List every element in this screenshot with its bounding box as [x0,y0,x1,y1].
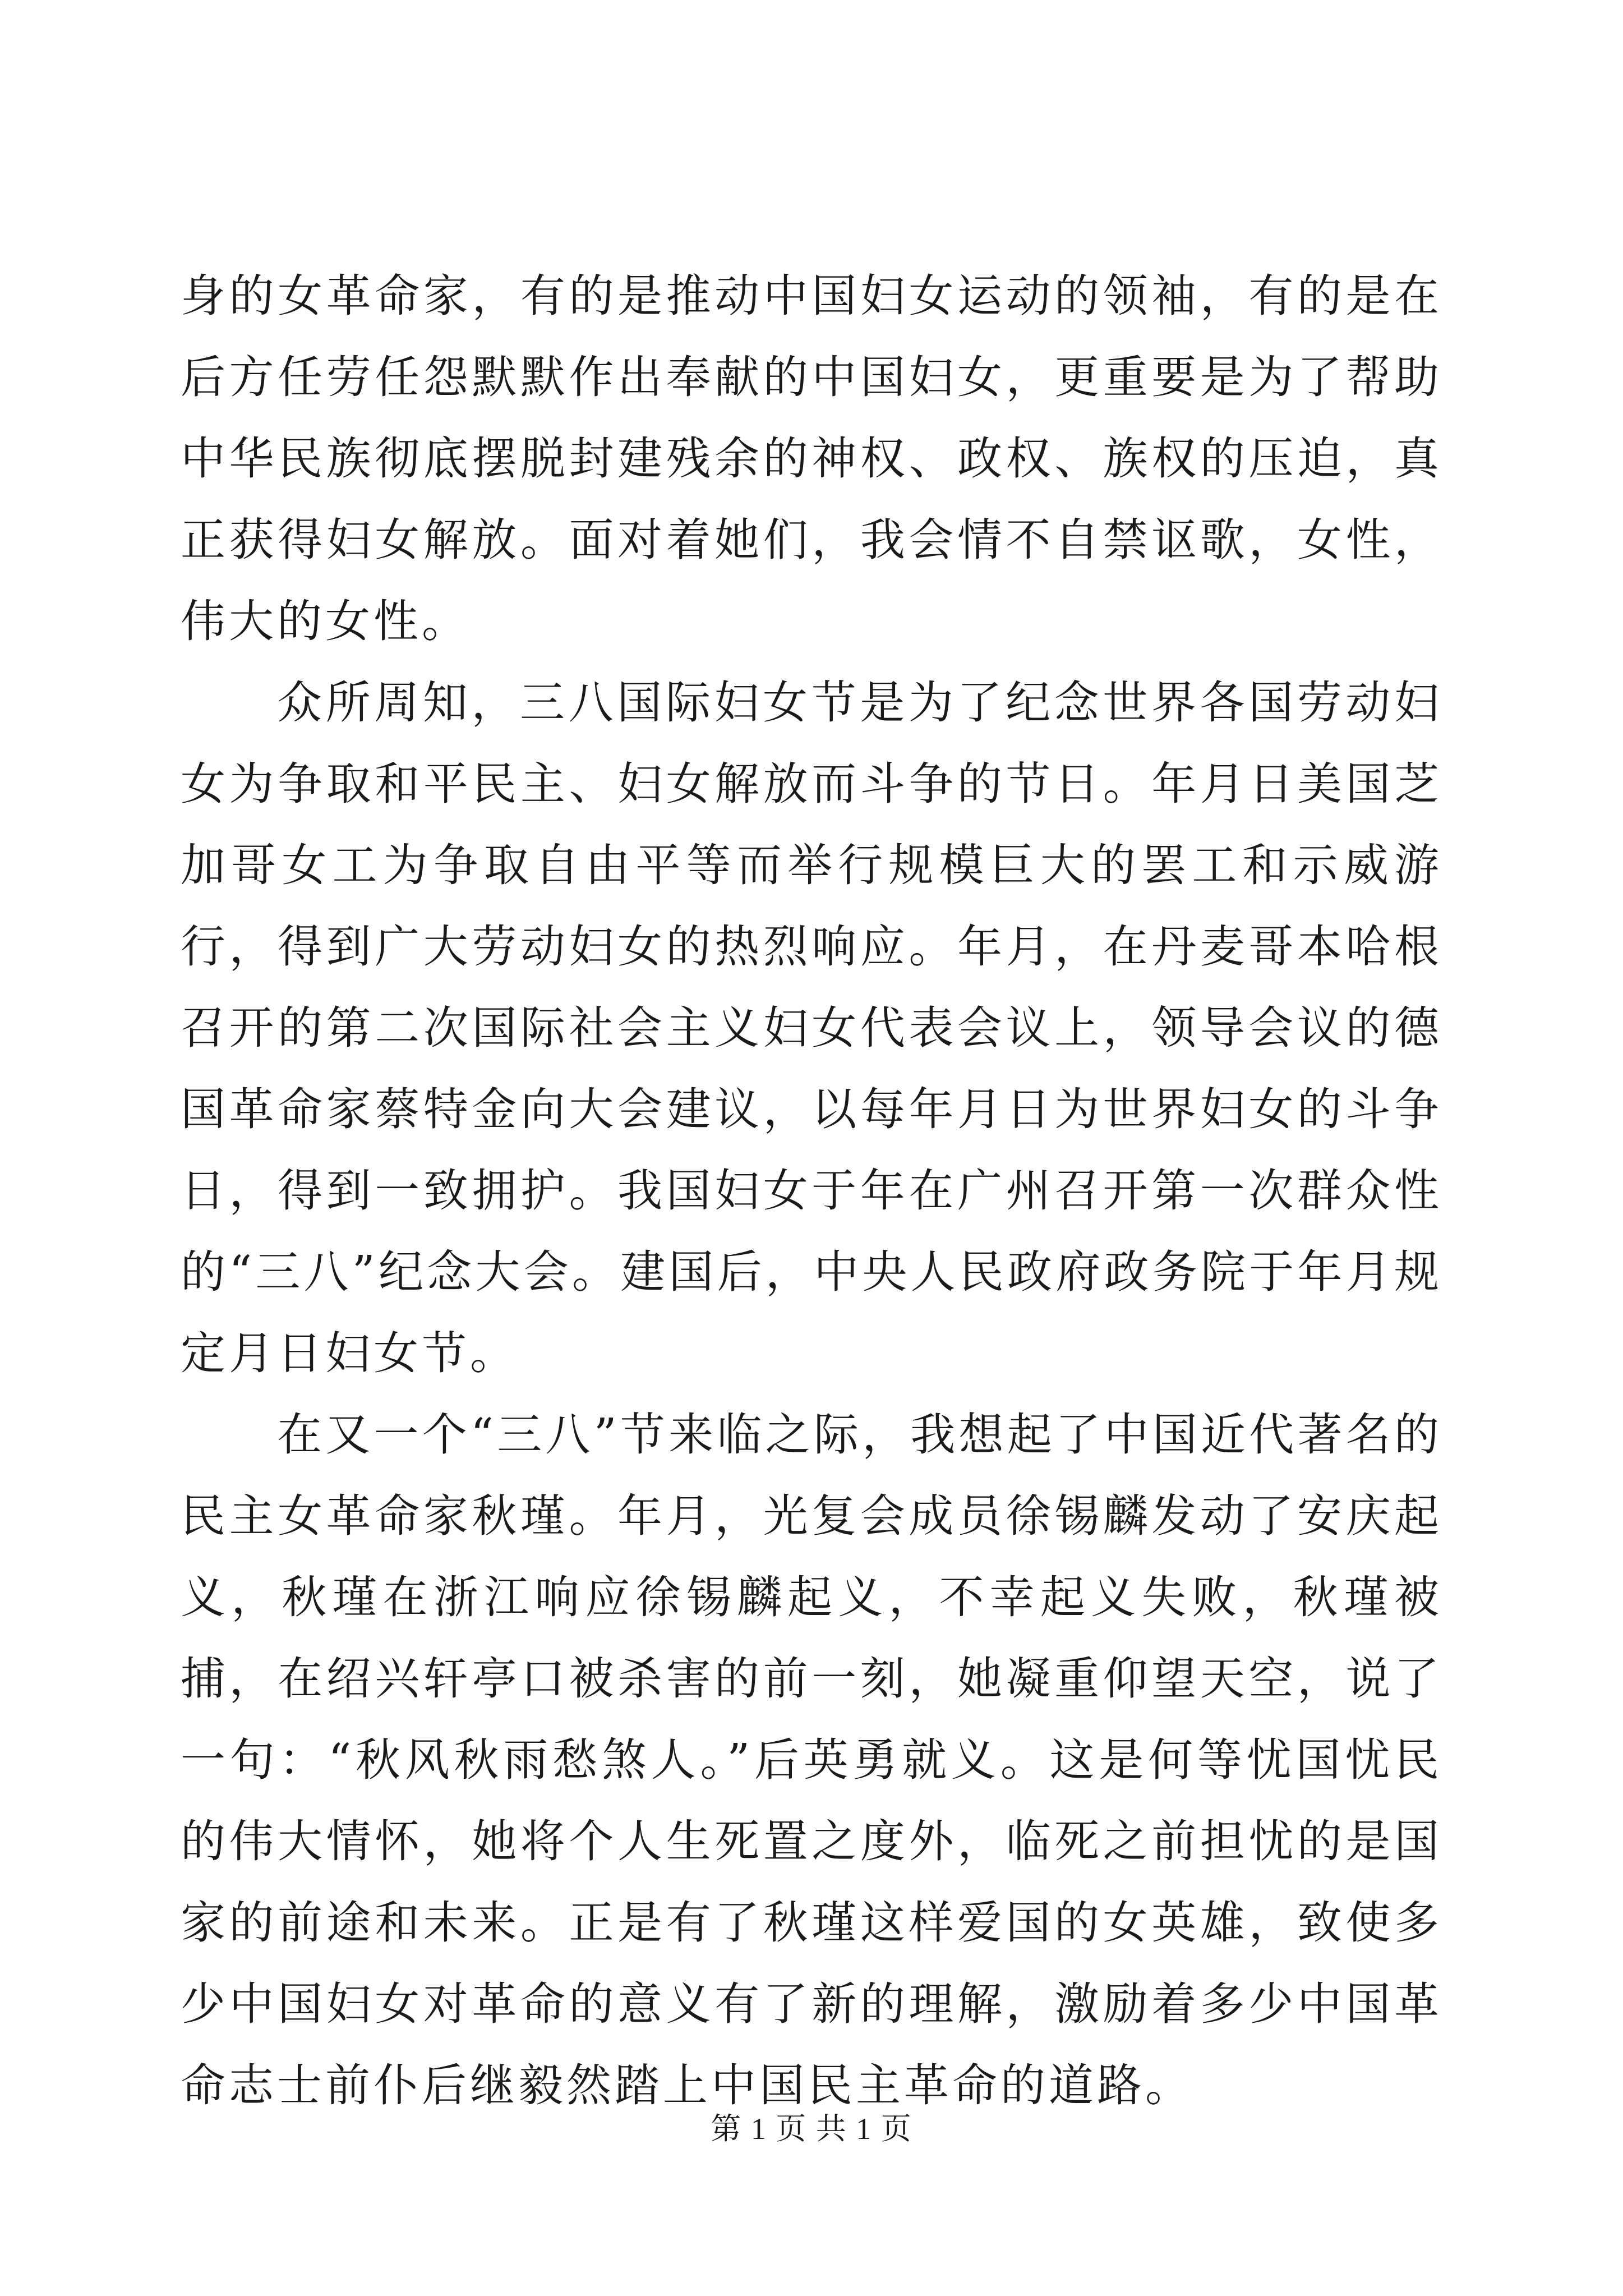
document-body [181,255,1442,2126]
paragraph-womens-day-history: 众所周知，三八国际妇女节是为了纪念世界各国劳动妇女为争取和平民主、妇女解放而斗争的节日。年月日美国芝加哥女工为争取自由平等而举行规模巨大的罢工和示威游行，得到广大劳动妇女的热烈响应。年月，在丹麦哥本哈根召开的第二次国际社会主义妇女代表会议上，领导会议的德国革命家蔡特金向大会建议，以每年月日为世界妇女的斗争日，得到一致拥护。我国妇女于年在广州召开第一次群众性的“三八”纪念大会。建国后，中央人民政府政务院于年月规定月日妇女节。 [181,677,1442,1379]
paragraph-continuation: 身的女革命家，有的是推动中国妇女运动的领袖，有的是在后方任劳任怨默默作出奉献的中国妇女，更重要是为了帮助中华民族彻底摆脱封建残余的神权、政权、族权的压迫，真正获得妇女解放。面对着她们，我会情不自禁讴歌，女性，伟大的女性。 [181,270,1442,647]
page-footer: 第 1 页 共 1 页 [711,2112,912,2146]
paragraph-qiu-jin: 在又一个“三八”节来临之际，我想起了中国近代著名的民主女革命家秋瑾。年月，光复会成员徐锡麟发动了安庆起义，秋瑾在浙江响应徐锡麟起义，不幸起义失败，秋瑾被捕，在绍兴轩亭口被杀害的前一刻，她凝重仰望天空，说了一句：“秋风秋雨愁煞人。”后英勇就义。这是何等忧国忧民的伟大情怀，她将个人生死置之度外，临死之前担忧的是国家的前途和未来。正是有了秋瑾这样爱国的女英雄，致使多少中国妇女对革命的意义有了新的理解，激励着多少中国革命志士前仆后继毅然踏上中国民主革命的道路。 [181,1409,1442,2111]
